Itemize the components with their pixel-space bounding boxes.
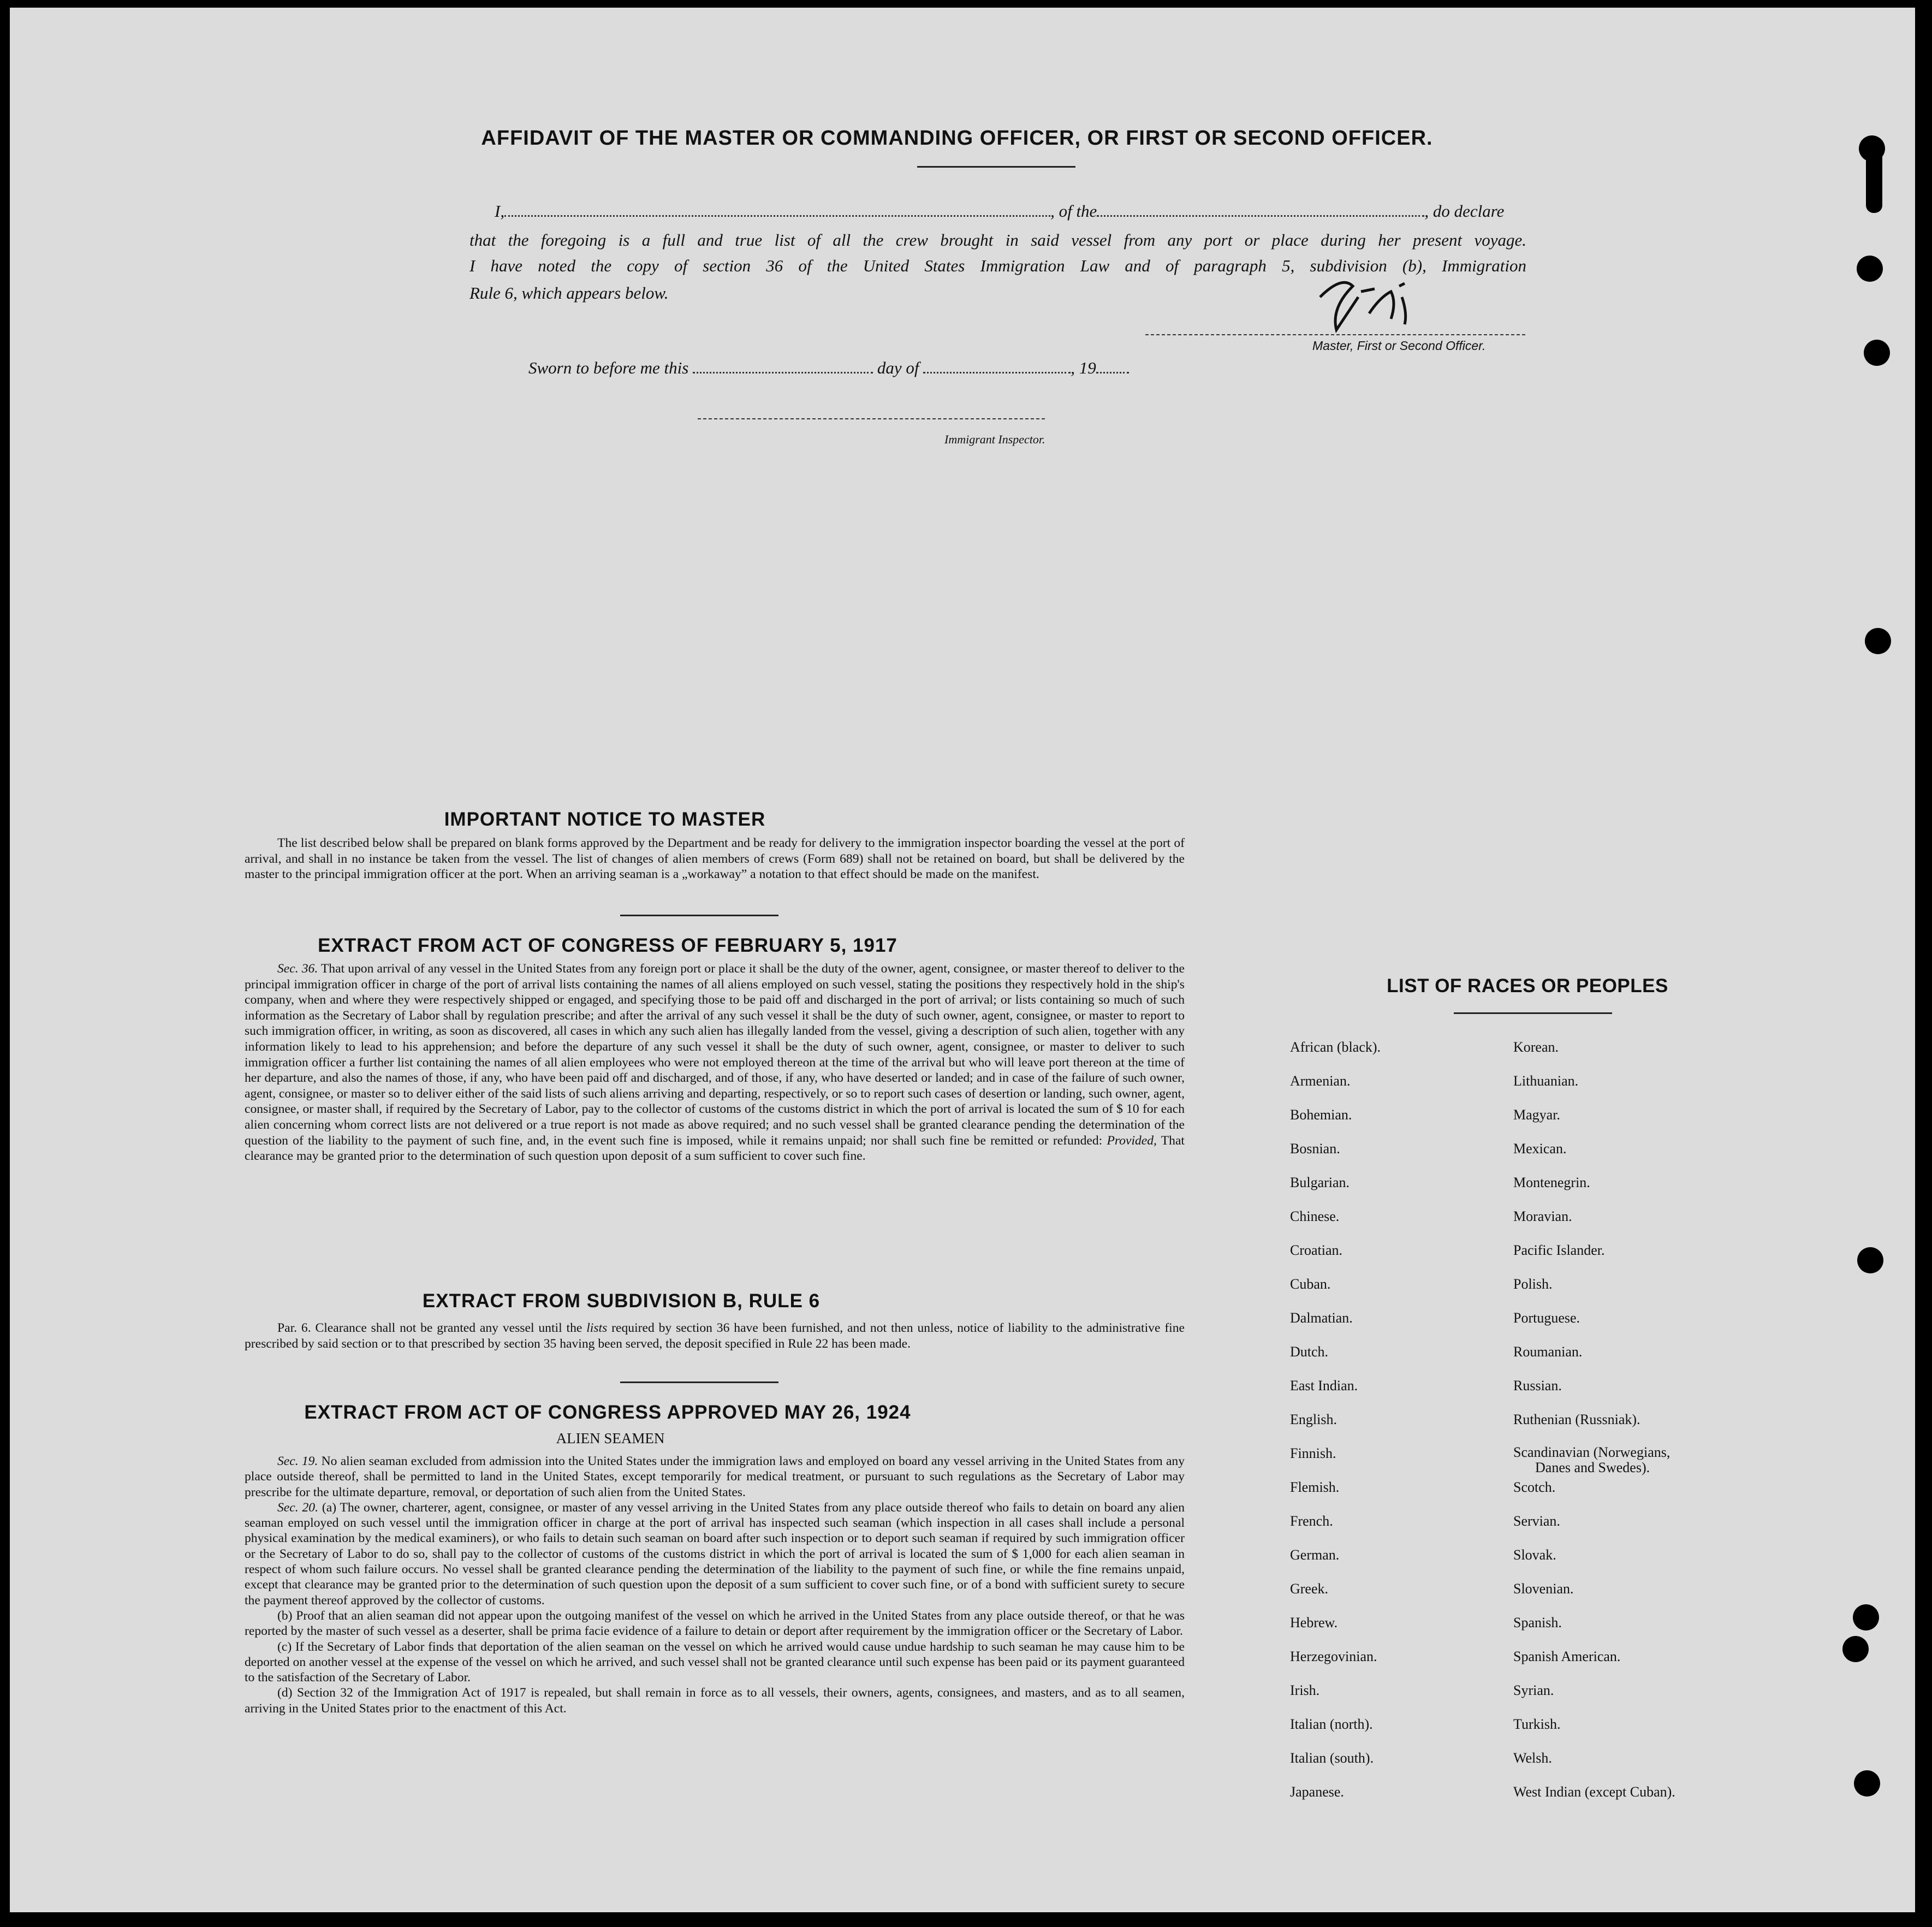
sec-20a-text: (a) The owner, charterer, agent, consignee, or master of any vessel arriving in the United States from any place outside thereof who fails to detain on board any alien seaman employed on such vessel until the immigration officer in charge at the port of arrival has inspected such seaman (which inspection in all cases shall include a personal physical examination by the medical examiners), or who fails to detain such seaman on board after such inspection or to deport such seaman if required by such immigration officer or the Secretary of Labor to do so, shall pay to the collector of customs of the customs district in which the port of arrival is located the sum of $ 1,000 for each alien seaman in respect of whom such failure occurs. No vessel shall be granted clearance pending the determination of the liability to the payment of such fine, or while the fine remains unpaid, except that clearance may be granted prior to the determination of such question upon the deposit of a sum sufficient to cover such fine, or of a bond with sufficient surety to secure the payment thereof approved by the collector of customs. (245, 1500, 1185, 1608)
act-1917-text (245, 961, 1185, 1164)
affidavit-line-3: I have noted the copy of section 36 of the United States Immigration Law and of paragraph 5, subdivision (b), Immigration (469, 256, 1526, 275)
sworn-year-label: , 19 (1071, 358, 1096, 377)
race-item: Finnish. (1290, 1445, 1336, 1461)
notice-title: IMPORTANT NOTICE TO MASTER (444, 809, 766, 830)
binder-hole (1864, 340, 1890, 366)
race-item: Bohemian. (1290, 1107, 1352, 1123)
affidavit-of-the-label: , of the (1050, 201, 1097, 221)
sworn-line (528, 358, 1129, 378)
sec-20-label: Sec. 20. (277, 1500, 318, 1515)
sec-36-text-end: That clearance may be granted prior to the determination of such question upon deposit of a sum sufficient to cover such fine. (245, 1133, 1185, 1164)
race-item: Spanish. (1513, 1615, 1562, 1630)
race-item: Syrian. (1513, 1682, 1554, 1698)
sec-20c-text: (c) If the Secretary of Labor finds that deportation of the alien seaman on the vessel on which he arrived would cause undue hardship to such seaman he may cause him to be deported on another vessel at the expense of the vessel on which he arrived, and such vessel shall not be granted clearance until such expense has been paid or its payment guaranteed to the satisfaction of the Secretary of Labor. (245, 1639, 1185, 1685)
race-item: West Indian (except Cuban). (1513, 1784, 1675, 1800)
race-item: German. (1290, 1547, 1340, 1563)
races-divider (1454, 1012, 1612, 1014)
provided-label: Provided, (1107, 1133, 1157, 1148)
race-item: Italian (south). (1290, 1750, 1374, 1766)
rule6-lists-word: lists (586, 1321, 608, 1335)
race-item: Turkish. (1513, 1716, 1561, 1732)
race-item: Irish. (1290, 1682, 1320, 1698)
race-item: Flemish. (1290, 1479, 1340, 1495)
notice-text (245, 835, 1185, 882)
sworn-day-field[interactable] (693, 372, 873, 373)
sec-19-label: Sec. 19. (277, 1454, 318, 1468)
sworn-year-field[interactable] (1096, 372, 1129, 373)
race-item: Portuguese. (1513, 1310, 1580, 1326)
race-item: Mexican. (1513, 1141, 1567, 1157)
act-1924-title: EXTRACT FROM ACT OF CONGRESS APPROVED MAY 26, 1924 (304, 1402, 911, 1423)
race-item: French. (1290, 1513, 1333, 1529)
sworn-prefix: Sworn to before me this (528, 358, 689, 377)
binder-hole (1854, 1770, 1880, 1796)
sec-19-text: No alien seaman excluded from admission into the United States under the immigration laws and employed on board any vessel arriving in the United States from any place outside thereof, shall be permitted to land in the United States, except temporarily for medical treatment, or pursuant to such regulations as the Secretary of Labor may prescribe for the ultimate departure, removal, or deportation of such alien from the United States. (245, 1454, 1185, 1499)
race-item: Dutch. (1290, 1344, 1329, 1360)
race-item: Slovenian. (1513, 1581, 1574, 1597)
rule6-title: EXTRACT FROM SUBDIVISION B, RULE 6 (422, 1290, 821, 1312)
race-item: Greek. (1290, 1581, 1329, 1597)
race-item: Polish. (1513, 1276, 1553, 1292)
race-item: Scandinavian (Norwegians, (1513, 1444, 1671, 1460)
torn-edge-mark (1866, 137, 1882, 213)
act-1917-title: EXTRACT FROM ACT OF CONGRESS OF FEBRUARY 5, 1917 (318, 935, 897, 956)
vessel-name-field[interactable] (1097, 215, 1424, 217)
rule6-text-a: Par. 6. Clearance shall not be granted any vessel until the (277, 1321, 582, 1335)
race-item: Welsh. (1513, 1750, 1552, 1766)
rule6-text-b: required by section 36 have been furnished, and not then unless, notice of liability to the administrative fine prescribed by said section or to that prescribed by section 35 having been served, the deposit specified in Rule 22 has been made. (245, 1321, 1185, 1351)
affidavit-title: AFFIDAVIT OF THE MASTER OR COMMANDING OFFICER, OR FIRST OR SECOND OFFICER. (481, 127, 1433, 150)
race-item: Servian. (1513, 1513, 1560, 1529)
affidavit-line-4: Rule 6, which appears below. (469, 283, 669, 303)
affidavit-i-label: I, (495, 201, 505, 221)
act-1924-text (245, 1454, 1185, 1716)
race-item: Moravian. (1513, 1208, 1572, 1224)
binder-hole (1857, 1247, 1883, 1273)
form-page (10, 8, 1915, 1912)
binder-hole (1857, 256, 1883, 282)
binder-hole (1842, 1636, 1869, 1662)
race-item: Herzegovinian. (1290, 1649, 1377, 1664)
signature-line (1145, 334, 1527, 335)
affidavit-declare-label: , do declare (1424, 201, 1505, 221)
binder-hole (1853, 1604, 1879, 1630)
race-item: Bulgarian. (1290, 1175, 1350, 1190)
race-item: Japanese. (1290, 1784, 1344, 1800)
race-item: Spanish American. (1513, 1649, 1621, 1664)
act-1924-subtitle: ALIEN SEAMEN (556, 1430, 665, 1446)
race-item: Armenian. (1290, 1073, 1351, 1089)
inspector-signature-line (698, 418, 1047, 419)
race-item: Roumanian. (1513, 1344, 1583, 1360)
race-item: Italian (north). (1290, 1716, 1373, 1732)
race-item: Bosnian. (1290, 1141, 1340, 1157)
race-item: Hebrew. (1290, 1615, 1338, 1630)
race-item: Croatian. (1290, 1242, 1343, 1258)
race-item: Magyar. (1513, 1107, 1560, 1123)
races-column-1 (1290, 1030, 1381, 1809)
race-item: Cuban. (1290, 1276, 1331, 1292)
binder-hole (1865, 628, 1891, 654)
sec-20b-text: (b) Proof that an alien seaman did not appear upon the outgoing manifest of the vessel on which he arrived in the United States from any place outside thereof, or that he was reported by the master of such vessel as a deserter, shall be prima facie evidence of a failure to detain or deport after requirement by the immigration officer or the Secretary of Labor. (245, 1608, 1185, 1639)
race-item: Korean. (1513, 1039, 1559, 1055)
sworn-month-field[interactable] (923, 372, 1071, 373)
race-item: Russian. (1513, 1378, 1562, 1394)
race-item-continuation: Danes and Swedes). (1535, 1460, 1650, 1475)
section-divider (620, 915, 778, 916)
sec-36-text: That upon arrival of any vessel in the United States from any foreign port or place it shall be the duty of the owner, agent, consignee, or master thereof to deliver to the principal immigration officer in charge of the port of arrival lists containing the names of all aliens employed on such vessel, stating the positions they respectively hold in the ship's company, when and where they were respectively shipped or engaged, and specifying those to be paid off and discharged in the port of arrival; or lists containing so much of such information as the Secretary of Labor shall by regulation prescribe; and after the arrival of any such vessel it shall be the duty of such owner, agent, consignee, or master to report to such immigration officer, in writing, as soon as discovered, all cases in which any such alien has illegally landed from the vessel, giving a description of such alien, together with any information likely to lead to his apprehension; and before the departure of any such vessel it shall be the duty of such owner, agent, consignee, or master to deliver to such immigration officer a further list containing the names of all alien employees who were not employed thereon at the time of the arrival but who will leave port thereon at the time of her departure, and also the names of those, if any, who have been paid off and discharged, and of those, if any, who have deserted or landed; and in case of the failure of such owner, agent, consignee, or master so to deliver either of the said lists of such aliens arriving and departing, respectively, or so to report such cases of desertion or landing, such owner, agent, consignee, or master shall, if required by the Secretary of Labor, pay to the collector of customs of the customs district in which the port of arrival is located the sum of $ 10 for each alien concerning whom correct lists are not delivered or a true report is not made as above required; and no such vessel shall be granted clearance pending the determination of the question of the liability to the payment of such fine, and, in the event such fine is imposed, while it remains unpaid; nor shall such fine be remitted or refunded: (245, 962, 1185, 1148)
races-column-2 (1513, 1030, 1675, 1809)
notice-paragraph: The list described below shall be prepared on blank forms approved by the Department and be ready for delivery to the immigration inspector boarding the vessel at the port of arrival, and shall in no instance be taken from the vessel. The list of changes of alien members of crews (Form 689) shall not be retained on board, but shall be delivered by the master to the principal immigration officer at the port. When an arriving seaman is a „workaway” a notation to that effect should be made on the manifest. (245, 836, 1185, 882)
race-item: English. (1290, 1412, 1337, 1427)
race-item: Ruthenian (Russniak). (1513, 1412, 1640, 1427)
affidavit-declaration-line (495, 201, 1526, 221)
rule6-text (245, 1320, 1185, 1351)
race-item: Pacific Islander. (1513, 1242, 1605, 1258)
title-divider (917, 166, 1075, 168)
race-item: Slovak. (1513, 1547, 1556, 1563)
race-item-multiline (1513, 1437, 1675, 1475)
race-item: Chinese. (1290, 1208, 1340, 1224)
race-item: Dalmatian. (1290, 1310, 1353, 1326)
inspector-caption: Immigrant Inspector. (944, 432, 1045, 446)
race-item: East Indian. (1290, 1378, 1358, 1394)
officer-name-field[interactable] (504, 215, 1050, 217)
affidavit-line-2: that the foregoing is a full and true list of all the crew brought in said vessel from any port or place during her present voyage. (469, 230, 1526, 250)
sec-20d-text: (d) Section 32 of the Immigration Act of 1917 is repealed, but shall remain in force as to all vessels, their owners, agents, consignees, and masters, and as to all seamen, arriving in the United States prior to the enactment of this Act. (245, 1686, 1185, 1716)
race-item: Montenegrin. (1513, 1175, 1590, 1190)
race-item: Scotch. (1513, 1479, 1556, 1495)
signature-caption: Master, First or Second Officer. (1312, 339, 1486, 353)
race-item: African (black). (1290, 1039, 1381, 1055)
races-title: LIST OF RACES OR PEOPLES (1387, 975, 1668, 997)
race-item: Lithuanian. (1513, 1073, 1579, 1089)
sworn-day-of-label: day of (877, 358, 919, 377)
sec-36-label: Sec. 36. (277, 962, 318, 976)
section-divider (620, 1381, 778, 1383)
